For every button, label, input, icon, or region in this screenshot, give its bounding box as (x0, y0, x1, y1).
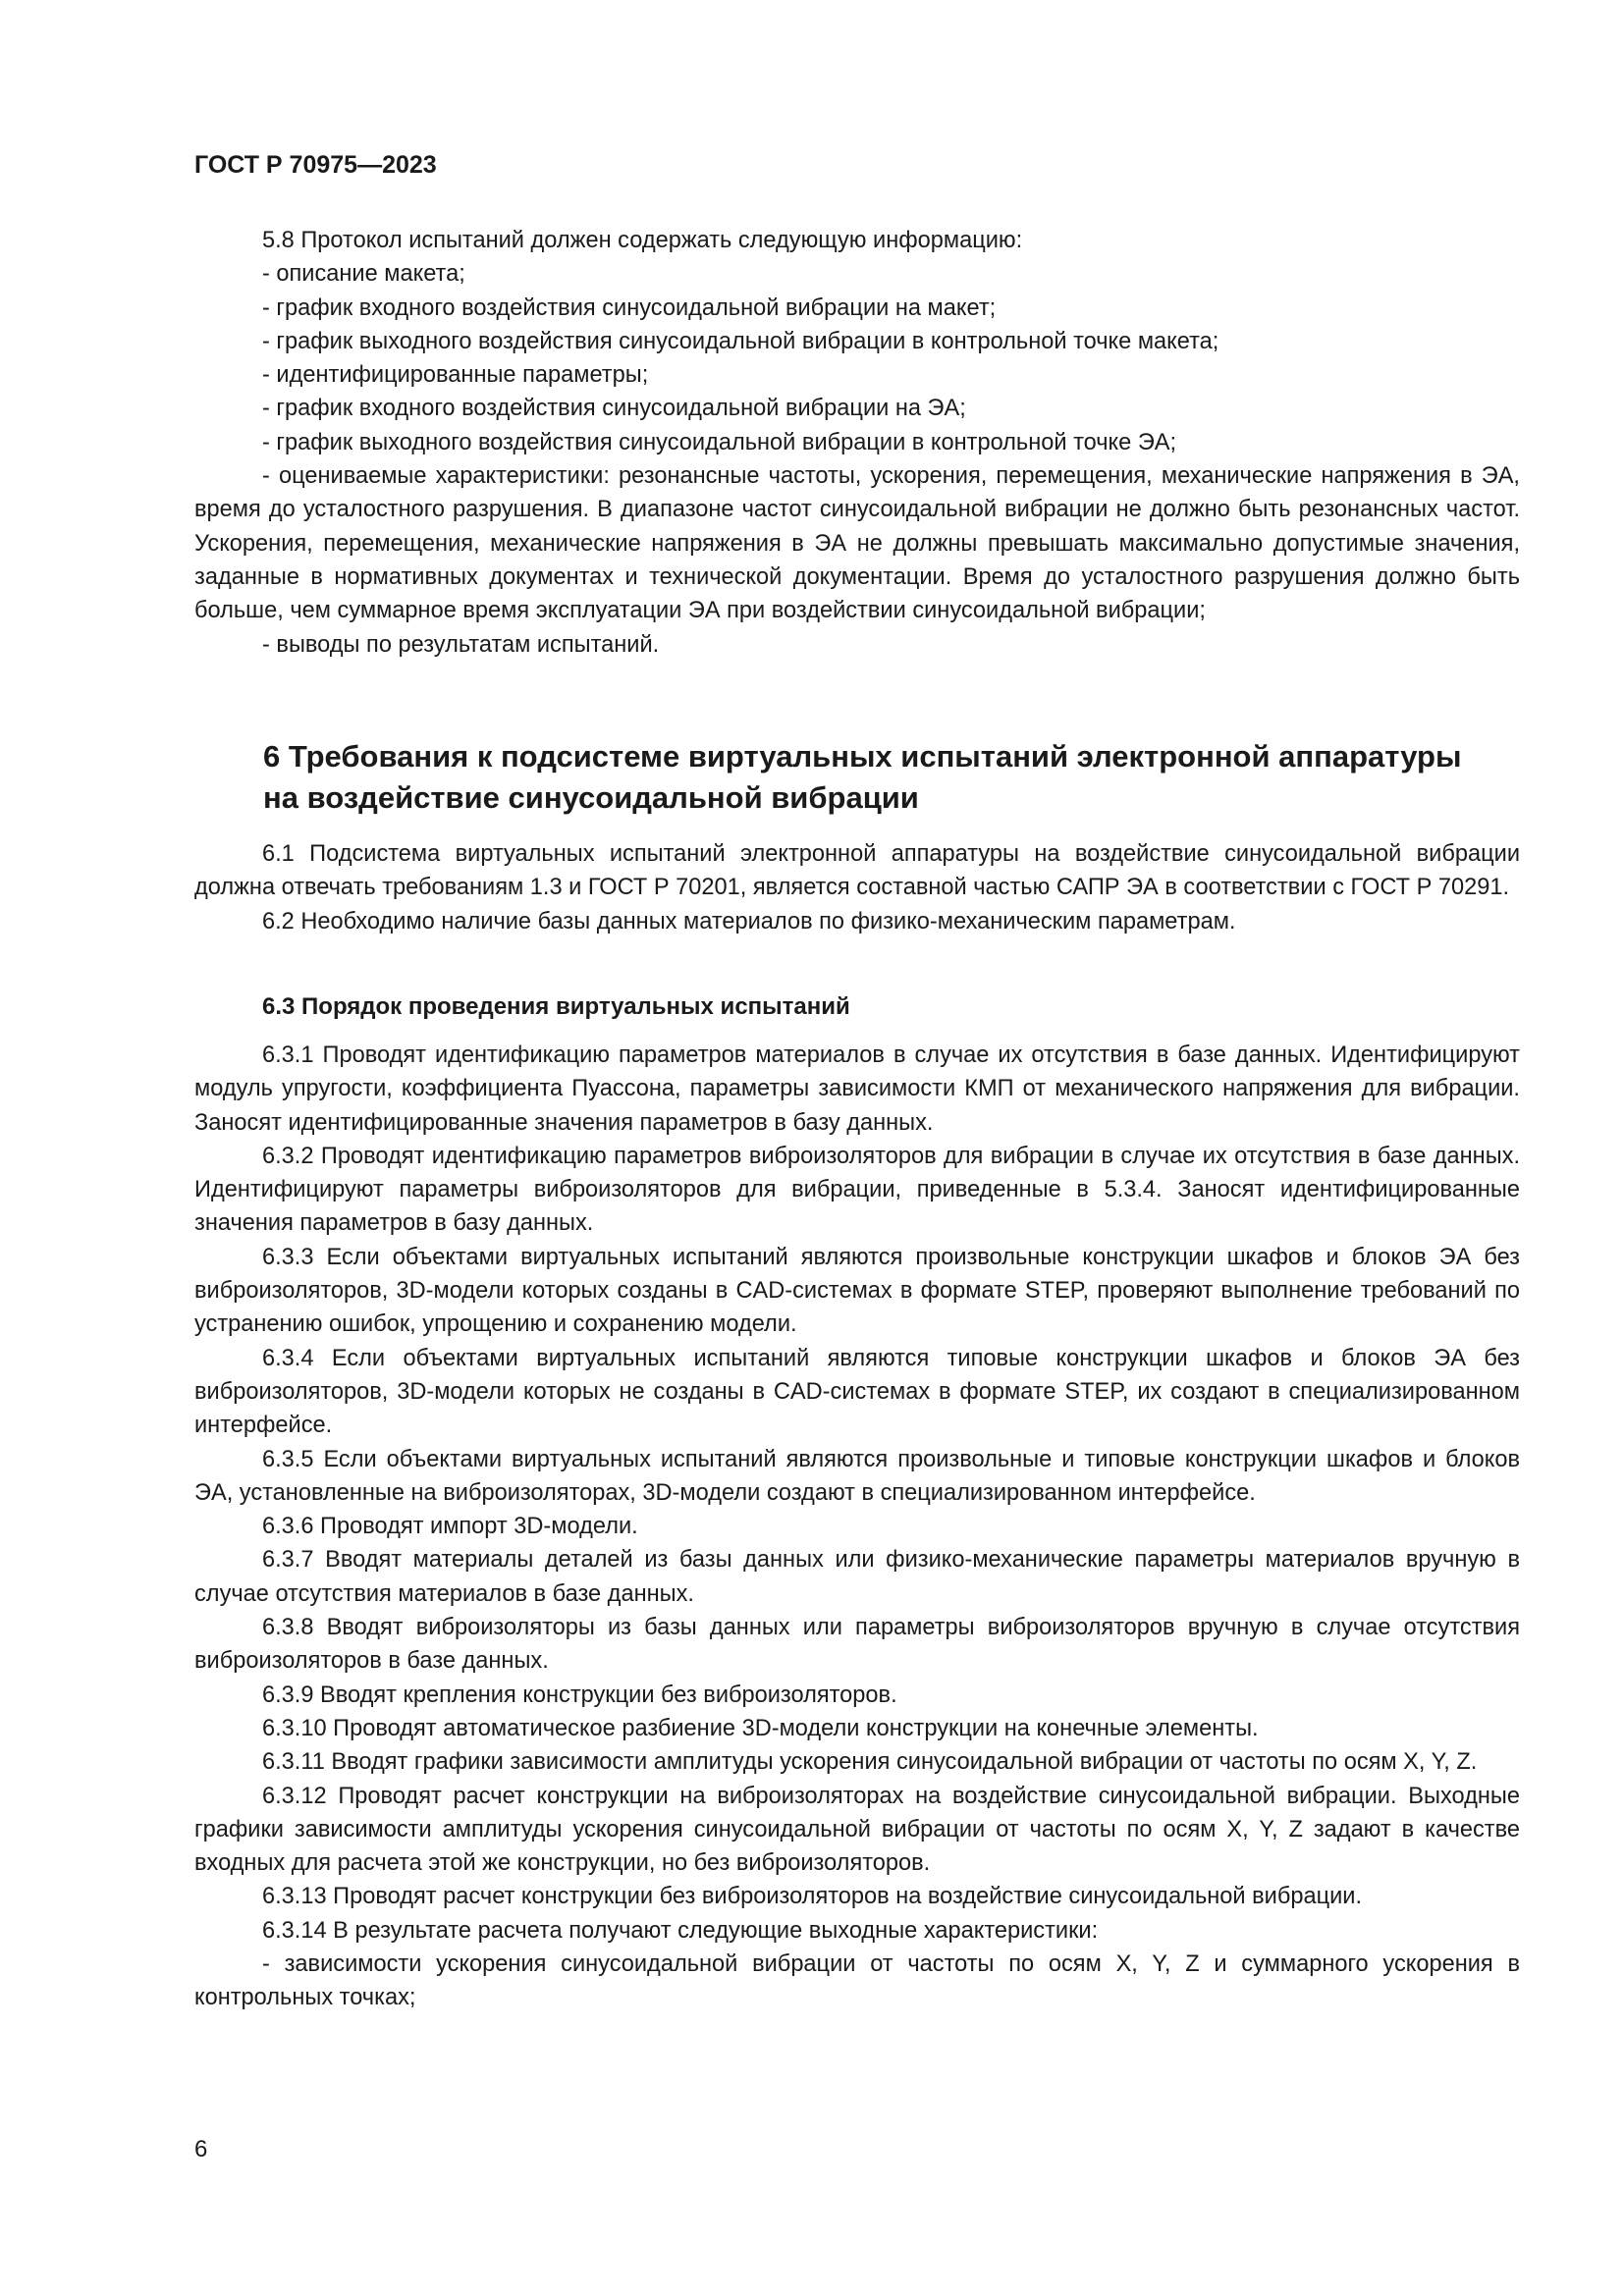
paragraph: 6.3.6 Проводят импорт 3D-модели. (262, 1514, 638, 1540)
section-6-intro (194, 837, 1520, 938)
section-5-8 (194, 224, 1520, 662)
section-6-3-items (194, 1039, 1520, 2015)
document-code-header: ГОСТ Р 70975—2023 (194, 151, 437, 179)
paragraph: 6.3.7 Вводят материалы деталей из базы данных или физико-механические параметры материалов вручную в случае отсутствия материалов в базе данных. (194, 1547, 1520, 1607)
paragraph: 6.3.12 Проводят расчет конструкции на виброизоляторах на воздействие синусоидальной вибрации. Выходные графики зависимости амплитуды ускорения синусоидальной вибрации от частоты по осям X, Y, Z задают в качестве входных для расчета этой же конструкции, но без виброизоляторов. (194, 1783, 1520, 1877)
section-6-heading: 6 Требования к подсистеме виртуальных испытаний электронной аппаратуры на воздействие синусоидальной вибрации (263, 739, 1462, 815)
paragraph: 6.3.14 В результате расчета получают следующие выходные характеристики: (262, 1917, 1099, 1944)
paragraph: 6.3.3 Если объектами виртуальных испытаний являются произвольные конструкции шкафов и блоков ЭА без виброизоляторов, 3D-модели которых созданы в CAD-системах в формате STEP, проверяют выполнение требований по устранению ошибок, упрощению и сохранению модели. (194, 1244, 1520, 1338)
paragraph: 6.1 Подсистема виртуальных испытаний электронной аппаратуры на воздействие синусоидальной вибрации должна отвечать требованиям 1.3 и ГОСТ Р 70201, является составной частью САПР ЭА в соответствии с ГОСТ Р 70291. (194, 841, 1520, 901)
list-item: - график выходного воздействия синусоидальной вибрации в контрольной точке ЭА; (262, 429, 1177, 455)
list-item: - график входного воздействия синусоидальной вибрации на ЭА; (262, 396, 966, 422)
list-item: - описание макета; (262, 261, 465, 288)
paragraph: 6.3.10 Проводят автоматическое разбиение 3D-модели конструкции на конечные элементы. (262, 1715, 1259, 1741)
paragraph: 6.3.8 Вводят виброизоляторы из базы данных или параметры виброизоляторов вручную в случае отсутствия виброизоляторов в базе данных. (194, 1615, 1520, 1675)
paragraph: 6.2 Необходимо наличие базы данных материалов по физико-механическим параметрам. (262, 908, 1236, 934)
list-item: - идентифицированные параметры; (262, 362, 649, 389)
list-item: - выводы по результатам испытаний. (262, 631, 660, 658)
list-item: - график выходного воздействия синусоидальной вибрации в контрольной точке макета; (262, 328, 1219, 354)
paragraph: 6.3.1 Проводят идентификацию параметров материалов в случае их отсутствия в базе данных. Идентифицируют модуль упругости, коэффициента Пуассона, параметры зависимости КМП от механического напряжения для вибрации. Заносят идентифицированные значения параметров в базу данных. (194, 1042, 1520, 1136)
paragraph: 5.8 Протокол испытаний должен содержать следующую информацию: (262, 228, 1023, 253)
paragraph: 6.3.11 Вводят графики зависимости амплитуды ускорения синусоидальной вибрации от частоты по осям X, Y, Z. (262, 1749, 1478, 1776)
page-number: 6 (194, 2136, 208, 2163)
paragraph: 6.3.5 Если объектами виртуальных испытаний являются произвольные и типовые конструкции шкафов и блоков ЭА, установленные на виброизоляторах, 3D-модели создают в специализированном интерфейсе. (194, 1446, 1520, 1506)
list-item: - зависимости ускорения синусоидальной вибрации от частоты по осям X, Y, Z и суммарного ускорения в контрольных точках; (194, 1951, 1520, 2011)
paragraph: 6.3.13 Проводят расчет конструкции без виброизоляторов на воздействие синусоидальной вибрации. (262, 1884, 1363, 1910)
list-item: - оцениваемые характеристики: резонансные частоты, ускорения, перемещения, механические напряжения в ЭА, время до усталостного разрушения. В диапазоне частот синусоидальной вибрации не должно быть резонансных частот. Ускорения, перемещения, механические напряжения в ЭА не должны превышать максимально допустимые значения, заданные в нормативных документах и технической документации. Время до усталостного разрушения должно быть больше, чем суммарное время эксплуатации ЭА при воздействии синусоидальной вибрации; (194, 463, 1520, 624)
subsection-6-3-heading: 6.3 Порядок проведения виртуальных испытаний (262, 993, 850, 1020)
paragraph: 6.3.2 Проводят идентификацию параметров виброизоляторов для вибрации в случае их отсутствия в базе данных. Идентифицируют параметры виброизоляторов для вибрации, приведенные в 5.3.4. Заносят идентифицированные значения параметров в базу данных. (194, 1143, 1520, 1237)
paragraph: 6.3.9 Вводят крепления конструкции без виброизоляторов. (262, 1682, 897, 1708)
list-item: - график входного воздействия синусоидальной вибрации на макет; (262, 294, 997, 321)
paragraph: 6.3.4 Если объектами виртуальных испытаний являются типовые конструкции шкафов и блоков ЭА без виброизоляторов, 3D-модели которых не созданы в CAD-системах в формате STEP, их создают в специализированном интерфейсе. (194, 1345, 1520, 1439)
